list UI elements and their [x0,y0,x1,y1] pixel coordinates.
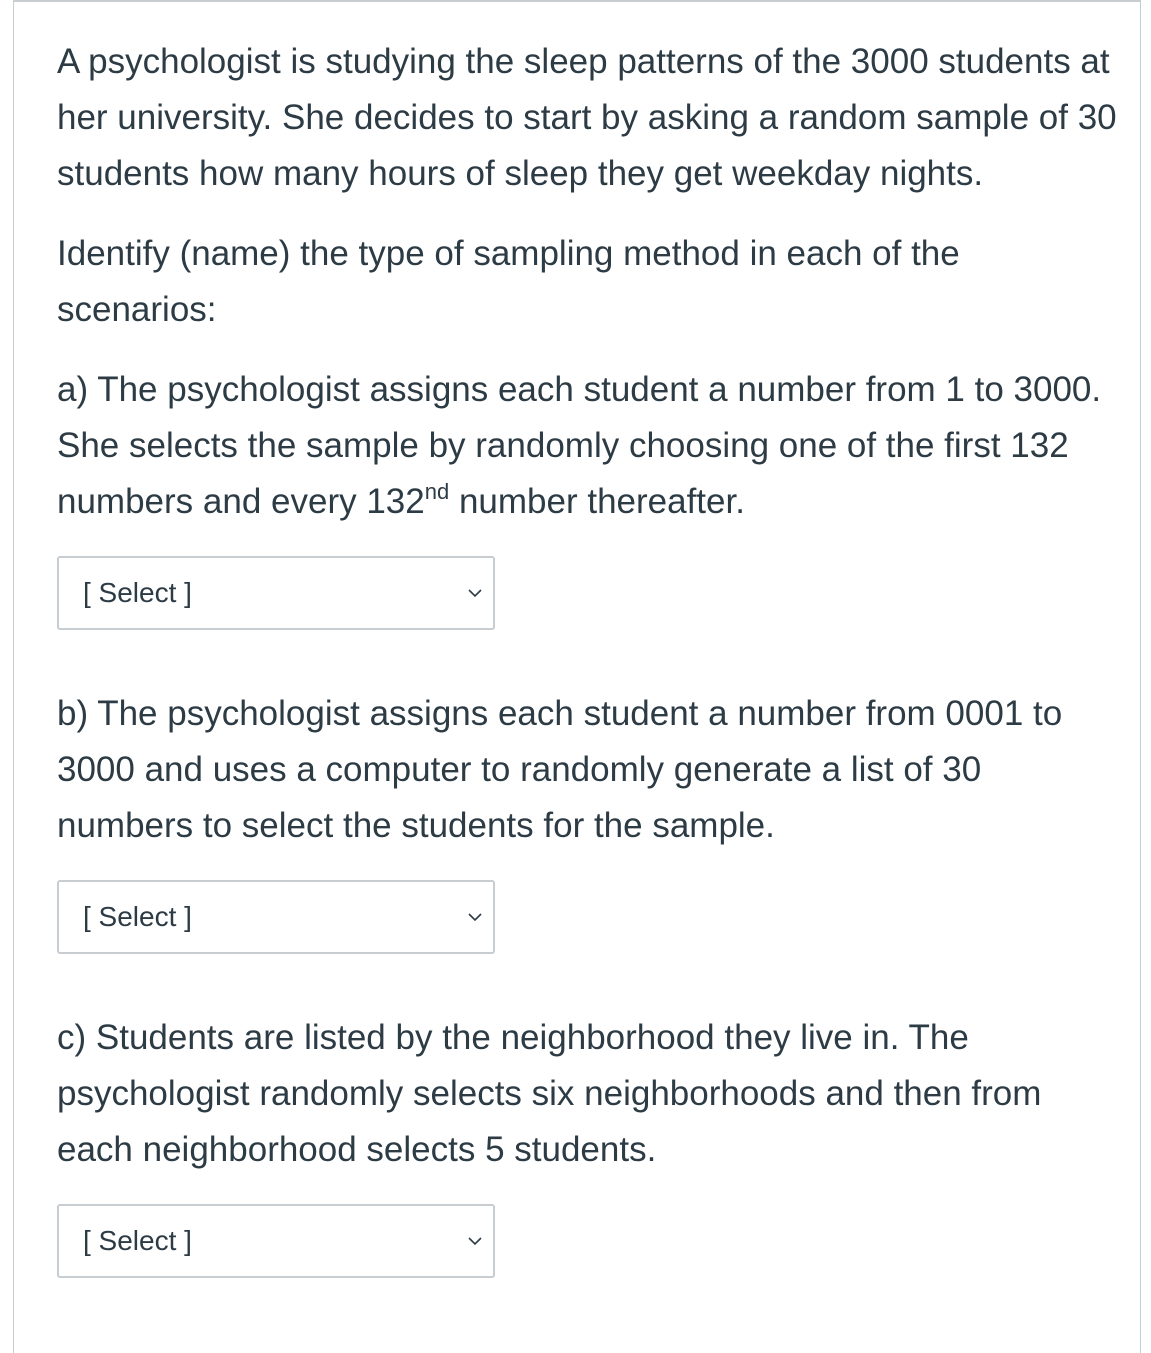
scenario-c-text: c) Students are listed by the neighborhood they live in. The psychologist randomly selects six neighborhoods and then from each neighborhood selects 5 students. [57,1018,1042,1169]
chevron-down-icon [467,585,483,601]
scenario-b-select[interactable] [57,880,495,954]
question-instruction: Identify (name) the type of sampling method in each of the scenarios: [57,234,960,329]
chevron-down-icon [467,1233,483,1249]
question-intro: A psychologist is studying the sleep patterns of the 3000 students at her university. She decides to start by asking a random sample of 30 students how many hours of sleep they get weekday nights. [57,42,1117,193]
scenario-a-text-end: number thereafter. [449,482,745,521]
chevron-down-icon [467,909,483,925]
scenario-c-select[interactable] [57,1204,495,1278]
scenario-a-text-main: a) The psychologist assigns each student a number from 1 to 3000. She selects the sample by randomly choosing one of the first 132 numbers and every 132 [57,370,1102,521]
ordinal-suffix: nd [424,479,450,504]
scenario-c-select-label: [ Select ] [83,1225,192,1256]
question-content [57,34,1117,1278]
scenario-a-select[interactable] [57,556,495,630]
scenario-b-select-label: [ Select ] [83,901,192,932]
scenario-a-text [57,362,1117,530]
scenario-b-text: b) The psychologist assigns each student a number from 0001 to 3000 and uses a computer to randomly generate a list of 30 numbers to select the students for the sample. [57,694,1063,845]
scenario-a-select-label: [ Select ] [83,577,192,608]
